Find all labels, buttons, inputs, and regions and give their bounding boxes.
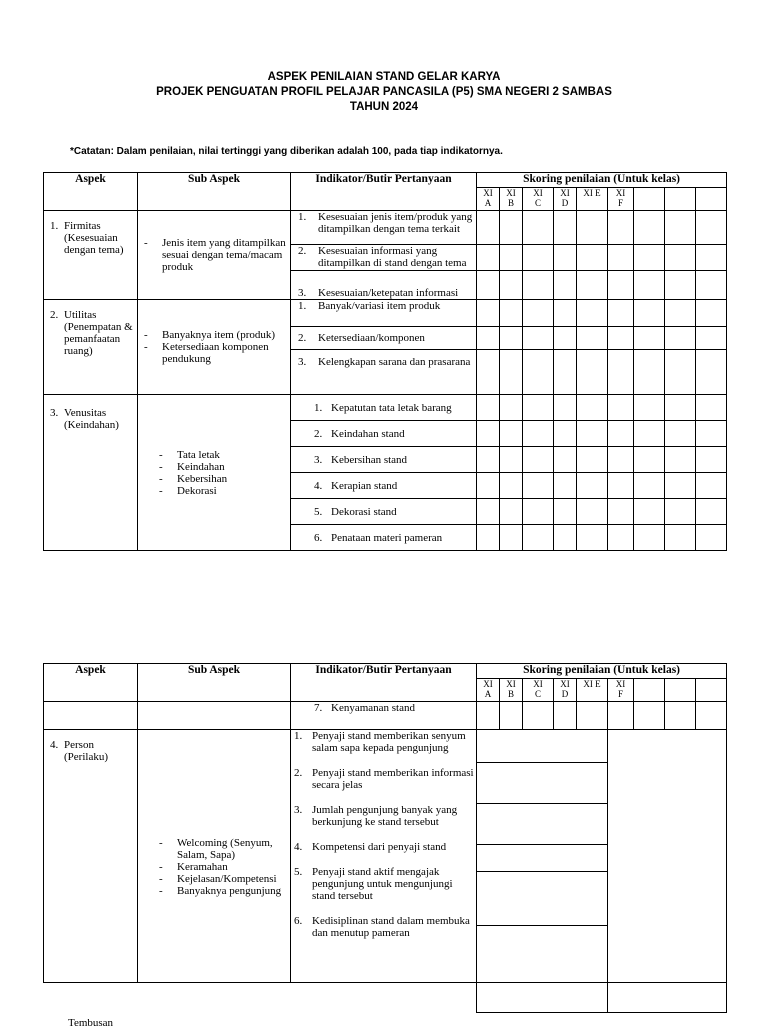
document-heading — [0, 70, 768, 115]
score-cell[interactable] — [577, 473, 608, 499]
score-cell[interactable] — [477, 350, 500, 395]
score-cell[interactable] — [477, 421, 500, 447]
score-cell[interactable] — [634, 271, 665, 300]
score-cell[interactable] — [554, 499, 577, 525]
score-cell[interactable] — [608, 300, 634, 327]
score-cell[interactable] — [665, 271, 696, 300]
sub-aspek-utilitas: - Banyaknya item (produk) - Ketersediaan komponen pendukung — [138, 300, 291, 395]
sub-aspek-empty — [138, 702, 291, 730]
indicator-cell: 7. Kenyamanan stand — [291, 702, 477, 730]
score-cell[interactable] — [523, 702, 554, 730]
score-cell[interactable] — [634, 300, 665, 327]
header-sub-aspek: Sub Aspek — [138, 173, 291, 211]
score-cell[interactable] — [477, 499, 500, 525]
class-empty — [634, 188, 665, 211]
score-cell[interactable] — [523, 350, 554, 395]
score-cell[interactable] — [665, 300, 696, 327]
indicator-cell: 3. Kelengkapan sarana dan prasarana — [291, 350, 477, 395]
score-cell[interactable] — [665, 702, 696, 730]
note-text: *Catatan: Dalam penilaian, nilai tertinggi yang diberikan adalah 100, pada tiap indikatornya. — [70, 146, 503, 157]
score-cell[interactable] — [500, 525, 523, 551]
indicator-cell: 2. Keindahan stand — [291, 421, 477, 447]
score-cell[interactable] — [608, 421, 634, 447]
score-cell[interactable] — [634, 473, 665, 499]
score-cell[interactable] — [665, 525, 696, 551]
scoring-table-1 — [43, 172, 727, 551]
score-cell[interactable] — [477, 763, 607, 804]
class-xi-e: XI E — [577, 679, 608, 702]
class-xi-e: XI E — [577, 188, 608, 211]
score-cell[interactable] — [577, 350, 608, 395]
score-cell[interactable] — [500, 447, 523, 473]
score-cell[interactable] — [577, 300, 608, 327]
score-cell[interactable] — [696, 300, 727, 327]
indicator-cell: 1. Kesesuaian jenis item/produk yang ditampilkan dengan tema terkait — [291, 211, 477, 245]
score-cell[interactable] — [577, 395, 608, 421]
score-cell[interactable] — [577, 327, 608, 350]
indicator-cell: 1. Banyak/variasi item produk — [291, 300, 477, 327]
score-cell[interactable] — [634, 395, 665, 421]
heading-line-3: TAHUN 2024 — [349, 101, 419, 113]
score-cell[interactable] — [665, 350, 696, 395]
score-cell[interactable] — [608, 702, 634, 730]
score-cell[interactable] — [523, 473, 554, 499]
score-cell[interactable] — [523, 211, 554, 245]
class-xi-d: XI D — [554, 679, 577, 702]
class-xi-f: XI F — [608, 679, 634, 702]
score-cell[interactable] — [477, 395, 500, 421]
score-cell[interactable] — [477, 271, 500, 300]
score-cell[interactable] — [500, 350, 523, 395]
score-cell[interactable] — [608, 245, 634, 271]
heading-line-2: PROJEK PENGUATAN PROFIL PELAJAR PANCASILA (P5) SMA NEGERI 2 SAMBAS — [156, 86, 612, 98]
score-cell[interactable] — [577, 245, 608, 271]
aspek-firmitas: 1. Firmitas (Kesesuaian dengan tema) — [44, 211, 138, 300]
score-cell[interactable] — [696, 271, 727, 300]
score-cell[interactable] — [696, 499, 727, 525]
score-cell[interactable] — [634, 245, 665, 271]
score-cell[interactable] — [608, 473, 634, 499]
score-cell[interactable] — [477, 702, 500, 730]
class-xi-a: XI A — [477, 679, 500, 702]
class-empty — [634, 679, 665, 702]
score-cell[interactable] — [696, 702, 727, 730]
score-cell[interactable] — [608, 395, 634, 421]
class-empty — [696, 188, 727, 211]
aspek-utilitas: 2. Utilitas (Penempatan & pemanfaatan ruang) — [44, 300, 138, 395]
blank-cell — [44, 983, 477, 1013]
score-cell[interactable] — [500, 395, 523, 421]
score-cell[interactable] — [577, 525, 608, 551]
header-skoring: Skoring penilaian (Untuk kelas) — [477, 173, 727, 188]
score-cell[interactable] — [477, 804, 607, 845]
score-cell[interactable] — [696, 245, 727, 271]
score-cell[interactable] — [523, 271, 554, 300]
score-cell[interactable] — [554, 271, 577, 300]
header-aspek: Aspek — [44, 664, 138, 702]
score-cell[interactable] — [477, 983, 608, 1013]
score-cell[interactable] — [554, 211, 577, 245]
score-cell[interactable] — [608, 499, 634, 525]
indicator-cell: 5. Dekorasi stand — [291, 499, 477, 525]
score-cell[interactable] — [554, 350, 577, 395]
score-cell[interactable] — [523, 300, 554, 327]
heading-line-1: ASPEK PENILAIAN STAND GELAR KARYA — [267, 71, 501, 83]
score-cell[interactable] — [608, 447, 634, 473]
score-cell[interactable] — [665, 327, 696, 350]
class-xi-d: XI D — [554, 188, 577, 211]
score-cell[interactable] — [554, 300, 577, 327]
score-cell[interactable] — [500, 245, 523, 271]
header-indikator: Indikator/Butir Pertanyaan — [291, 173, 477, 211]
indicator-cell: 3. Kebersihan stand — [291, 447, 477, 473]
score-cell[interactable] — [634, 447, 665, 473]
score-cell[interactable] — [665, 447, 696, 473]
score-cell[interactable] — [477, 473, 500, 499]
score-cell[interactable] — [477, 926, 607, 982]
score-cell[interactable] — [523, 447, 554, 473]
aspek-person: 4. Person (Perilaku) — [44, 730, 138, 983]
score-cell[interactable] — [634, 499, 665, 525]
score-cell[interactable] — [500, 702, 523, 730]
score-cell[interactable] — [634, 350, 665, 395]
score-cell[interactable] — [477, 525, 500, 551]
score-cell[interactable] — [500, 421, 523, 447]
score-cell[interactable] — [500, 327, 523, 350]
score-cell[interactable] — [477, 245, 500, 271]
score-cell[interactable] — [634, 211, 665, 245]
class-xi-f: XI F — [608, 188, 634, 211]
class-xi-b: XI B — [500, 679, 523, 702]
score-cell[interactable] — [477, 447, 500, 473]
indicator-cell: 3. Kesesuaian/ketepatan informasi — [291, 271, 477, 300]
score-cell[interactable] — [696, 447, 727, 473]
score-cell[interactable] — [554, 245, 577, 271]
class-empty — [665, 679, 696, 702]
class-empty — [696, 679, 727, 702]
score-cell[interactable] — [554, 702, 577, 730]
score-cell[interactable] — [577, 447, 608, 473]
header-aspek: Aspek — [44, 173, 138, 211]
score-cell[interactable] — [696, 350, 727, 395]
class-xi-c: XI C — [523, 679, 554, 702]
class-xi-a: XI A — [477, 188, 500, 211]
score-cell[interactable] — [577, 211, 608, 245]
score-cell[interactable] — [665, 211, 696, 245]
score-cell[interactable] — [500, 499, 523, 525]
sub-aspek-person: - Welcoming (Senyum, Salam, Sapa) - Keramahan - Kejelasan/Kompetensi - Banyaknya pengunjung — [138, 730, 291, 983]
score-cell[interactable] — [577, 271, 608, 300]
score-cell[interactable] — [577, 421, 608, 447]
score-cell[interactable] — [634, 327, 665, 350]
indicator-cell: 6. Penataan materi pameran — [291, 525, 477, 551]
score-cell[interactable] — [477, 730, 607, 763]
score-cell[interactable] — [665, 499, 696, 525]
score-cell[interactable] — [554, 473, 577, 499]
score-cell[interactable] — [608, 327, 634, 350]
score-cell[interactable] — [665, 245, 696, 271]
score-cell[interactable] — [477, 327, 500, 350]
header-sub-aspek: Sub Aspek — [138, 664, 291, 702]
score-cell[interactable] — [608, 211, 634, 245]
header-indikator: Indikator/Butir Pertanyaan — [291, 664, 477, 702]
score-cell[interactable] — [696, 421, 727, 447]
score-cell[interactable] — [577, 499, 608, 525]
score-cell[interactable] — [477, 300, 500, 327]
header-skoring: Skoring penilaian (Untuk kelas) — [477, 664, 727, 679]
score-cell[interactable] — [477, 872, 607, 926]
indicator-cell: 2. Kesesuaian informasi yang ditampilkan di stand dengan tema — [291, 245, 477, 271]
aspek-venusitas: 3. Venusitas (Keindahan) — [44, 395, 138, 551]
score-cell[interactable] — [500, 473, 523, 499]
class-xi-b: XI B — [500, 188, 523, 211]
score-block — [477, 730, 608, 983]
score-cell[interactable] — [608, 271, 634, 300]
score-cell[interactable] — [523, 525, 554, 551]
score-cell[interactable] — [500, 211, 523, 245]
class-xi-c: XI C — [523, 188, 554, 211]
score-cell[interactable] — [696, 473, 727, 499]
score-cell[interactable] — [477, 211, 500, 245]
aspek-empty — [44, 702, 138, 730]
score-cell[interactable] — [523, 499, 554, 525]
score-cell[interactable] — [665, 395, 696, 421]
indicator-list: 1. Penyaji stand memberikan senyum salam sapa kepada pengunjung 2. Penyaji stand memberikan informasi secara jelas 3. Jumlah pengunjung banyak yang berkunjung ke stand tersebut 4. Kompetensi dari penyaji stand 5. Penyaji stand aktif mengajak pengunjung untuk mengunjungi stand tersebut 6. Kedisiplinan stand dalam membuka dan menutup pameran — [291, 730, 477, 983]
indicator-cell: 1. Kepatutan tata letak barang — [291, 395, 477, 421]
score-cell[interactable] — [665, 421, 696, 447]
score-cell[interactable] — [608, 983, 727, 1013]
score-cell[interactable] — [696, 525, 727, 551]
sub-aspek-venusitas: - Tata letak - Keindahan - Kebersihan - Dekorasi — [138, 395, 291, 551]
class-empty — [665, 188, 696, 211]
scoring-table-2 — [43, 663, 727, 1013]
score-cell[interactable] — [608, 525, 634, 551]
score-cell[interactable] — [554, 421, 577, 447]
score-cell[interactable] — [696, 395, 727, 421]
score-block-right[interactable] — [608, 730, 727, 983]
score-cell[interactable] — [634, 525, 665, 551]
score-cell[interactable] — [554, 327, 577, 350]
score-cell[interactable] — [554, 525, 577, 551]
sub-aspek-firmitas: - Jenis item yang ditampilkan sesuai dengan tema/macam produk — [138, 211, 291, 300]
score-cell[interactable] — [665, 473, 696, 499]
score-cell[interactable] — [696, 327, 727, 350]
score-cell[interactable] — [523, 395, 554, 421]
indicator-cell: 2. Ketersediaan/komponen — [291, 327, 477, 350]
score-cell[interactable] — [554, 447, 577, 473]
score-cell[interactable] — [523, 245, 554, 271]
score-cell[interactable] — [577, 702, 608, 730]
score-cell[interactable] — [500, 300, 523, 327]
footer-partial-text: Tembusan — [68, 1017, 114, 1029]
score-cell[interactable] — [477, 845, 607, 872]
score-cell[interactable] — [554, 395, 577, 421]
score-cell[interactable] — [696, 211, 727, 245]
score-cell[interactable] — [523, 421, 554, 447]
score-cell[interactable] — [500, 271, 523, 300]
score-cell[interactable] — [634, 421, 665, 447]
score-cell[interactable] — [608, 350, 634, 395]
indicator-cell: 4. Kerapian stand — [291, 473, 477, 499]
score-cell[interactable] — [523, 327, 554, 350]
score-cell[interactable] — [634, 702, 665, 730]
